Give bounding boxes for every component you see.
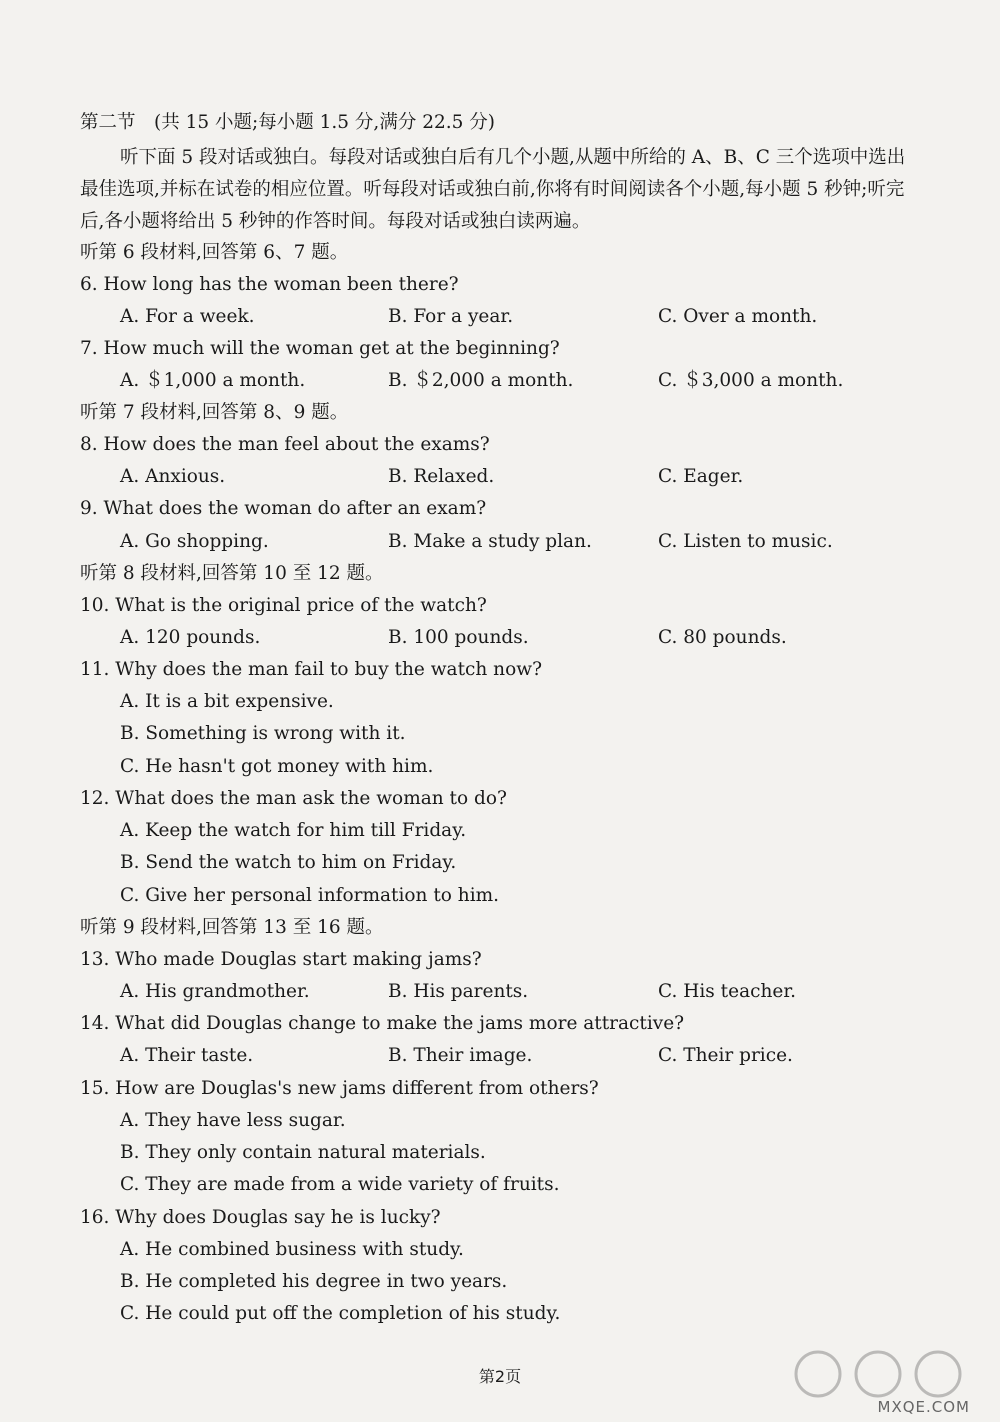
option-c: C. Their price. [658,1045,793,1066]
option-b: B. Something is wrong with it. [120,723,406,744]
option-c: C. He hasn't got money with him. [120,756,434,777]
option-b: B. His parents. [388,981,529,1002]
option-a: A. For a week. [120,306,255,327]
question-stem: 12. What does the man ask the woman to do? [80,788,507,809]
section-heading: 第二节 (共 15 小题;每小题 1.5 分,满分 22.5 分) [80,112,495,133]
option-a: A. They have less sugar. [120,1110,346,1131]
question-stem: 16. Why does Douglas say he is lucky? [80,1207,441,1228]
option-a: A. It is a bit expensive. [120,691,334,712]
option-a: A. Their taste. [120,1045,254,1066]
option-c: C. Give her personal information to him. [120,885,500,906]
instructions-text: 听下面 5 段对话或独白。每段对话或独白后有几个小题,从题中所给的 A、B、C 三个选项中选出最佳选项,并标在试卷的相应位置。听每段对话或独白前,你将有时间阅读各个小题,每小题 5 秒钟;听完后,各小题将给出 5 秒钟的作答时间。每段对话或独白读两遍。 [80,147,906,232]
group-label: 听第 8 段材料,回答第 10 至 12 题。 [80,563,384,584]
option-b: B. For a year. [388,306,514,327]
option-b: B. Relaxed. [388,466,495,487]
option-c: C. Over a month. [658,306,818,327]
option-c: C. They are made from a wide variety of fruits. [120,1174,560,1195]
option-b: B. Their image. [388,1045,533,1066]
option-row [120,302,920,332]
option-row [120,462,920,492]
question-stem: 9. What does the woman do after an exam? [80,498,487,519]
option-a: A. 120 pounds. [120,627,261,648]
option-b: B. He completed his degree in two years. [120,1271,508,1292]
option-c: C. He could put off the completion of his study. [120,1303,561,1324]
option-b: B. Send the watch to him on Friday. [120,852,457,873]
option-c: C. Eager. [658,466,744,487]
question-stem: 8. How does the man feel about the exams? [80,434,490,455]
option-c: C. Listen to music. [658,531,833,552]
option-b: B. They only contain natural materials. [120,1142,486,1163]
option-row [120,977,920,1007]
instructions [80,142,920,238]
page-number: 第2页 [478,1367,522,1386]
group-label: 听第 9 段材料,回答第 13 至 16 题。 [80,917,384,938]
option-b: B. 100 pounds. [388,627,529,648]
option-b: B. Make a study plan. [388,531,592,552]
question-stem: 7. How much will the woman get at the beginning? [80,338,560,359]
question-stem: 11. Why does the man fail to buy the watch now? [80,659,542,680]
question-stem: 14. What did Douglas change to make the jams more attractive? [80,1013,685,1034]
option-row [120,366,920,396]
option-c: C. 80 pounds. [658,627,787,648]
option-a: A. His grandmother. [120,981,310,1002]
question-stem: 13. Who made Douglas start making jams? [80,949,482,970]
option-c: C. His teacher. [658,981,797,1002]
option-row [120,527,920,557]
group-label: 听第 7 段材料,回答第 8、9 题。 [80,402,349,423]
group-label: 听第 6 段材料,回答第 6、7 题。 [80,242,349,263]
option-row [120,1041,920,1071]
watermark-text: MXQE.COM [877,1398,970,1416]
option-b: B. ＄2,000 a month. [388,370,574,391]
option-a: A. Go shopping. [120,531,269,552]
question-stem: 15. How are Douglas's new jams different from others? [80,1078,599,1099]
option-c: C. ＄3,000 a month. [658,370,844,391]
option-row [120,623,920,653]
option-a: A. ＄1,000 a month. [120,370,306,391]
option-a: A. Anxious. [120,466,226,487]
question-stem: 6. How long has the woman been there? [80,274,459,295]
option-a: A. He combined business with study. [120,1239,464,1260]
option-a: A. Keep the watch for him till Friday. [120,820,467,841]
question-stem: 10. What is the original price of the watch? [80,595,487,616]
